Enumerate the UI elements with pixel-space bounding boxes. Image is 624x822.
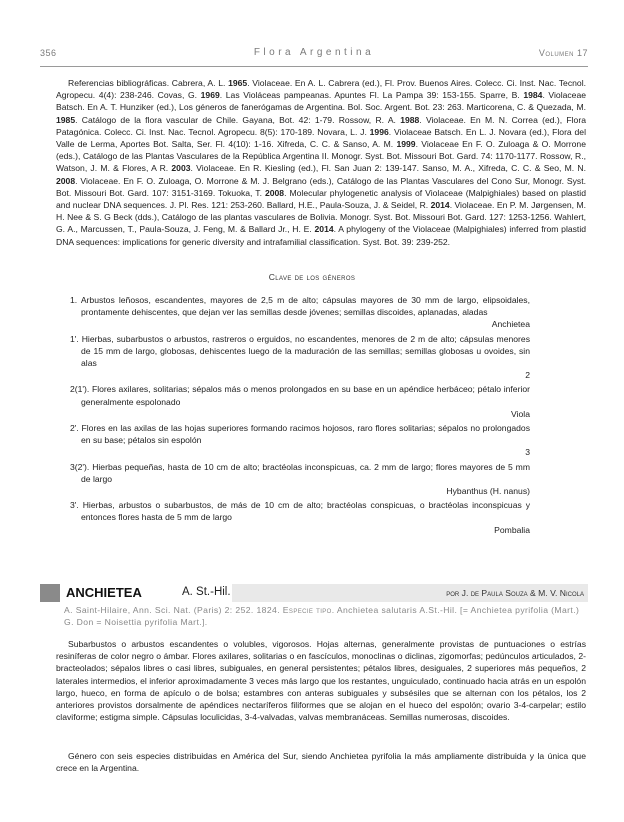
couplet-result: Anchietea: [491, 319, 530, 330]
key-couplet: [70, 422, 530, 459]
reference-entry-text: Sparre, B.: [476, 90, 524, 101]
reference-year: 1985: [56, 114, 76, 125]
reference-year: 2003: [171, 163, 191, 174]
key-couplet: [70, 461, 530, 498]
genus-byline: [446, 588, 584, 598]
identification-key: [70, 294, 530, 538]
citation-type-species: Anchietea salutaris A.St.-Hil. [= Anchietea pyrifolia (Mart.) G. Don = Noisettia pyrifolia Mart.].: [64, 605, 580, 628]
reference-entry-text: . Las Violáceas pampeanas. Apuntes Fl. La Pampa 39: 153-155.: [219, 90, 477, 101]
reference-entry-text: Cabrera, A. L.: [169, 78, 229, 88]
reference-year: 1969: [200, 90, 220, 101]
reference-entry-text: Tokuoka, T.: [215, 187, 265, 198]
reference-entry-text: Rossow, R., Watson, J. M. & Flores, A R.: [56, 151, 586, 174]
reference-entry-text: Xifreda, C. C. & Sanso, A. M.: [273, 139, 397, 150]
key-couplet: [70, 294, 530, 331]
couplet-text: 2'. Flores en las axilas de las hojas superiores formando racimos hojosos, raro flores solitarias; sépalos no prolongados en su base; pétalos sin espolón: [70, 423, 530, 446]
reference-entry-text: Wahlert, G. A., Marcussen, T., Paula-Souza, J. Feng, M. & Ballard Jr., H. E.: [56, 212, 586, 235]
reference-entry-text: . Violaceae Batsch. En A. T. Hunziker (ed.), Los géneros de fanerógamas de Argentina. Bol. Soc. Argent. Bot. 23: 263.: [56, 90, 587, 113]
key-couplet: [70, 333, 530, 382]
couplet-text: 1'. Hierbas, subarbustos o arbustos, rastreros o erguidos, no escandentes, menores de 2 m de alto; cápsulas menores de 15 mm de largo, globosas, dehiscentes luego de la maduración de las semillas; semillas globosas u ovoides, sin alas: [70, 333, 530, 369]
references-body: [56, 78, 586, 247]
page-header: [40, 44, 588, 67]
reference-entry-text: . Violaceae. En M. N. Correa (ed.), Flora Patagónica. Colecc. Ci. Inst. Nac. Tecnol. Agropecu. 8(5): 170-189.: [56, 114, 586, 137]
description-text: Subarbustos o arbustos escandentes o volubles, vigorosos. Hojas alternas, generalmente provistas de puntuaciones o estrías resiníferas de color negro o ámbar. Flores axilares, solitarias o en fascículos, monoclinas o diclinas, zigomorfas; pedúnculos articulados, 2-bracteolados; sépalos libres o casi libres, subiguales, en general persistentes; pétalos libres, desiguales, 2 superiores más pequeños, 2 laterales intermedios, el inferior aproximadamente 3 veces más largo que los restantes, unguiculado, continuado hacia atrás en un espolón largo, hueco, en forma de apículo o de bolsa; estambres con anteras subiguales y subsésiles que se alternan con los pétalos, los 2 anteriores provistos dorsalmente de apéndices nectaríferos filiformes que se alojan en el hueco del espolón; ovario 3-4-carpelar; estilo claviforme; estigma simple. Cápsulas loculicidas, 3-4-valvadas, valvas membranáceas. Semillas numerosas, discoides.: [56, 639, 586, 723]
reference-year: 2014: [314, 224, 334, 235]
reference-year: 1984: [523, 90, 543, 101]
genus-distribution: [56, 750, 586, 774]
citation-publication: A. Saint-Hilaire, Ann. Sci. Nat. (Paris) 2: 252. 1824.: [64, 605, 283, 615]
reference-entry-text: . Violaceae En F. O. Zuloaga & O. Morrone (eds.), Catálogo de las Plantas Vasculares de la República Argentina II. Monogr. Syst. Bot. Missouri Bot. Gard. 74: 1170-1177.: [56, 139, 586, 162]
genus-author: A. St.-Hil.: [182, 586, 231, 598]
couplet-text: 3'. Hierbas, arbustos o subarbustos, de más de 10 cm de alto; bractéolas conspicuas, o bractéolas inconspicuas y entonces flores hasta de 5 mm de largo: [70, 500, 530, 523]
reference-year: 2008: [264, 187, 285, 198]
couplet-text: 2(1'). Flores axilares, solitarias; sépalos más o menos prolongados en su base en un apéndice herbáceo; pétalo inferior generalmente espolonado: [70, 384, 530, 407]
key-couplet: [70, 499, 530, 536]
reference-entry-text: Sanso, M. A., Xifreda, C. C. & Seo, M. N.: [419, 163, 586, 174]
reference-year: 2008: [56, 175, 76, 186]
volume-label: Volumen 17: [538, 48, 588, 58]
reference-entry-text: Covas, G.: [154, 90, 201, 101]
reference-year: 1996: [369, 126, 389, 137]
genus-name: ANCHIETEA: [66, 585, 142, 600]
reference-entry-text: . Catálogo de la flora vascular de Chile. Gayana, Bot. 42: 1-79.: [75, 114, 335, 125]
reference-entry-text: Novara, L. J.: [314, 126, 370, 137]
byline-prefix: por: [446, 588, 460, 598]
couplet-result: 3: [525, 447, 530, 458]
reference-entry-text: . Violaceae. En P. M. Jørgensen, M. H. Nee & S. G Beck (dds.), Catálogo de las plantas vasculares de Bolivia. Monogr. Syst. Bot. Missouri Bot. Gard. 127: 1253-1256.: [56, 200, 586, 223]
running-title: Flora Argentina: [253, 47, 375, 58]
reference-entry-text: Ballard, H.E., Paula-Souza, J. & Seidel, R.: [264, 200, 431, 211]
reference-entry-text: . Violaceae. En A. L. Cabrera (ed.), Fl. Prov. Buenos Aires. Colecc. Ci. Inst. Nac. Tecnol. Agropecu. 4(4): 238-246.: [56, 78, 586, 101]
reference-year: 1965: [228, 78, 248, 88]
reference-entry-text: . Violaceae. En F. O. Zuloaga, O. Morrone & M. J. Belgrano (eds.), Catálogo de las Plantas Vasculares del Cono Sur, Monogr. Syst. Bot. Missouri Bot. Gard. 107: 3151-3169.: [56, 175, 586, 198]
reference-entry-text: Marticorena, C. & Quezada, M.: [463, 102, 586, 113]
genus-citation: [64, 604, 584, 628]
reference-entry-text: Rossow, R. A.: [334, 114, 401, 125]
distribution-text: Género con seis especies distribuidas en América del Sur, siendo Anchietea pyrifolia la más ampliamente distribuida y la única que crece en la Argentina.: [56, 751, 586, 774]
references-label: Referencias bibliográficas.: [68, 78, 170, 88]
reference-year: 1999: [396, 139, 416, 150]
reference-entry-text: . Violaceae Batsch. En L. J. Novara (ed.), Flora del Valle de Lerma, Aportes Bot. Salta, Ser. Fl. 4(10): 1-16.: [56, 126, 586, 150]
couplet-text: 3(2'). Hierbas pequeñas, hasta de 10 cm de alto; bractéolas inconspicuas, ca. 2 mm de largo; flores mayores de 5 mm de largo: [70, 461, 530, 484]
couplet-result: Pombalia: [494, 524, 530, 535]
references-paragraph: [56, 77, 586, 248]
citation-type-label: Especie tipo.: [282, 605, 335, 615]
genus-heading: [40, 584, 588, 602]
reference-entry-text: . Molecular phylogenetic analysis of Violaceae (Malpighiales) based on plastid and nuclear DNA sequences. J. Pl. Res. 121: 253-260.: [56, 187, 587, 211]
reference-entry-text: . A phylogeny of the Violaceae (Malpighiales) inferred from plastid DNA sequences: implications for generic diversity and intrafamilial classification. Syst. Bot. 39: 239-252.: [56, 224, 587, 247]
couplet-result: Viola: [511, 408, 530, 419]
genus-description: [56, 638, 586, 723]
reference-year: 1988: [400, 114, 420, 125]
couplet-text: 1. Arbustos leñosos, escandentes, mayores de 2,5 m de alto; cápsulas mayores de 30 mm de largo, elipsoidales, prontamente dehiscentes, que dejan ver las semillas desde jóvenes; semillas discoides, aplanadas, aladas: [70, 295, 530, 318]
reference-year: 2014: [430, 200, 450, 211]
reference-entry-text: . Violaceae. En R. Kiesling (ed.), Fl. San Juan 2: 139-147.: [190, 163, 419, 174]
byline-authors: J. de Paula Souza & M. V. Nicola: [461, 588, 584, 598]
key-title: Clave de los géneros: [268, 272, 356, 282]
couplet-result: 2: [525, 370, 530, 381]
key-couplet: [70, 383, 530, 420]
couplet-result: Hybanthus (H. nanus): [446, 486, 530, 497]
page-number: 356: [40, 48, 57, 58]
heading-marker: [40, 584, 60, 602]
